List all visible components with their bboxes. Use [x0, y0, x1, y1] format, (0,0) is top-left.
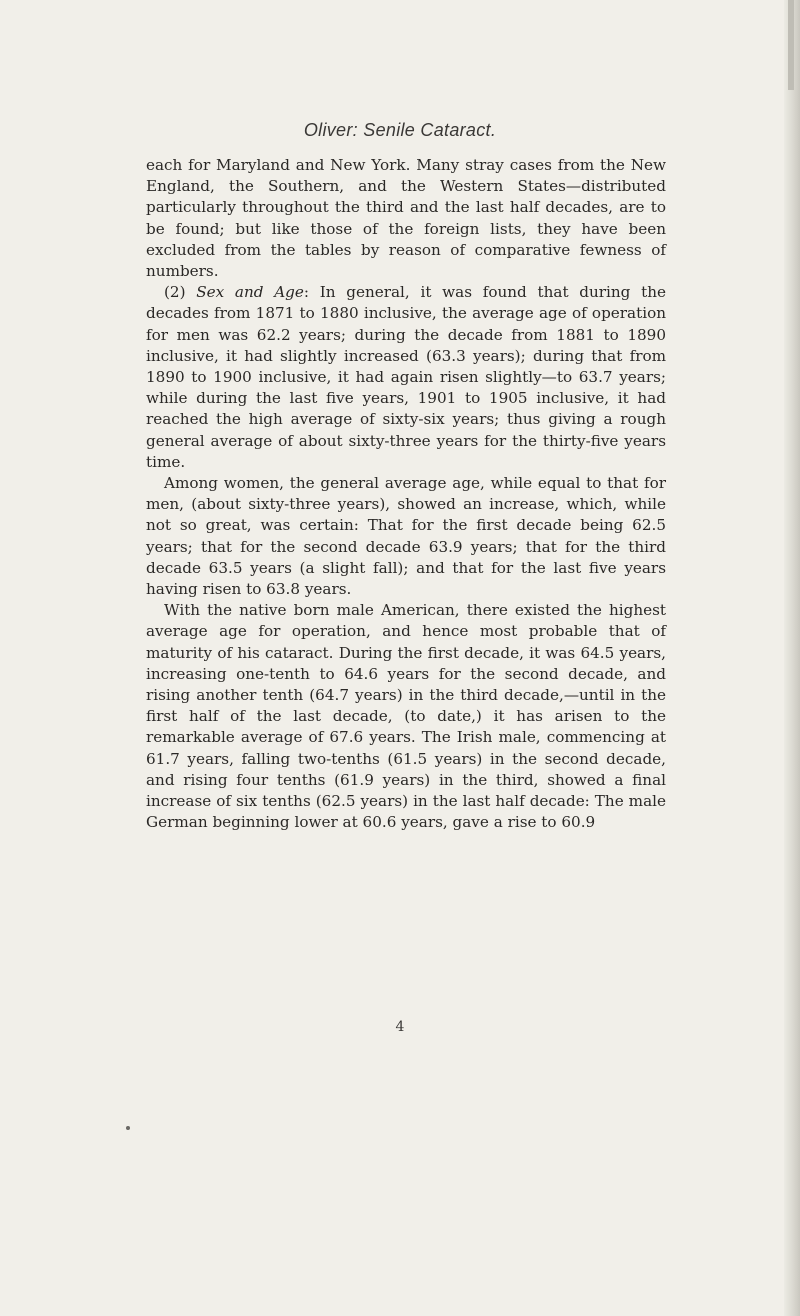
paragraph-women: [146, 473, 666, 600]
paragraph-2-lead: (2): [164, 283, 197, 302]
page-number: 4: [395, 1019, 405, 1035]
paragraph-3-text: Among women, the general average age, while equal to that for men, (about sixty-three years), showed an increase, which, while not so great, was certain: That for the first decade being 62.5 years; that for the second decade 63.9 years; that for the third decade 63.5 years (a slight fall); and that for the last five years having risen to 63.8 years.: [146, 474, 666, 599]
section-heading-italic: Sex and Age: [196, 283, 304, 302]
stray-mark: [126, 1126, 130, 1130]
paragraph-continuation: [146, 155, 666, 282]
paragraph-4-text: With the native born male American, there existed the highest average age for operation, and hence most probable that of maturity of his cataract. During the first decade, it was 64.5 years, increasing one-tenth to 64.6 years for the second decade, and rising another tenth (64.7 years) in the third decade,—until in the first half of the last decade, (to date,) it has arisen to the remarkable average of 67.6 years. The Irish male, commencing at 61.7 years, falling two-tenths (61.5 years) in the second decade, and rising four tenths (61.9 years) in the third, showed a final increase of six tenths (62.5 years) in the last half decade: The male German beginning lower at 60.6 years, gave a rise to 60.9: [146, 601, 666, 832]
page-edge-shadow: [784, 0, 800, 1316]
running-header: Oliver: Senile Cataract.: [303, 120, 497, 140]
paragraph-2-text: : In general, it was found that during the decades from 1871 to 1880 inclusive, the average age of operation for men was 62.2 years; during the decade from 1881 to 1890 inclusive, it had slightly increased (63.3 years); during that from 1890 to 1900 inclusive, it had again risen slightly—to 63.7 years; while during the last five years, 1901 to 1905 inclusive, it had reached the high average of sixty-six years; thus giving a rough general average of about sixty-three years for the thirty-five years time.: [146, 283, 666, 471]
paragraph-native-born: [146, 600, 666, 833]
paragraph-1-text: each for Maryland and New York. Many stray cases from the New England, the Southern, and the Western States—distributed particularly throughout the third and the last half decades, are to be found; but like those of the foreign lists, they have been excluded from the tables by reason of comparative fewness of numbers.: [146, 156, 666, 281]
paragraph-sex-and-age: [146, 282, 666, 473]
body-text: [146, 155, 666, 834]
